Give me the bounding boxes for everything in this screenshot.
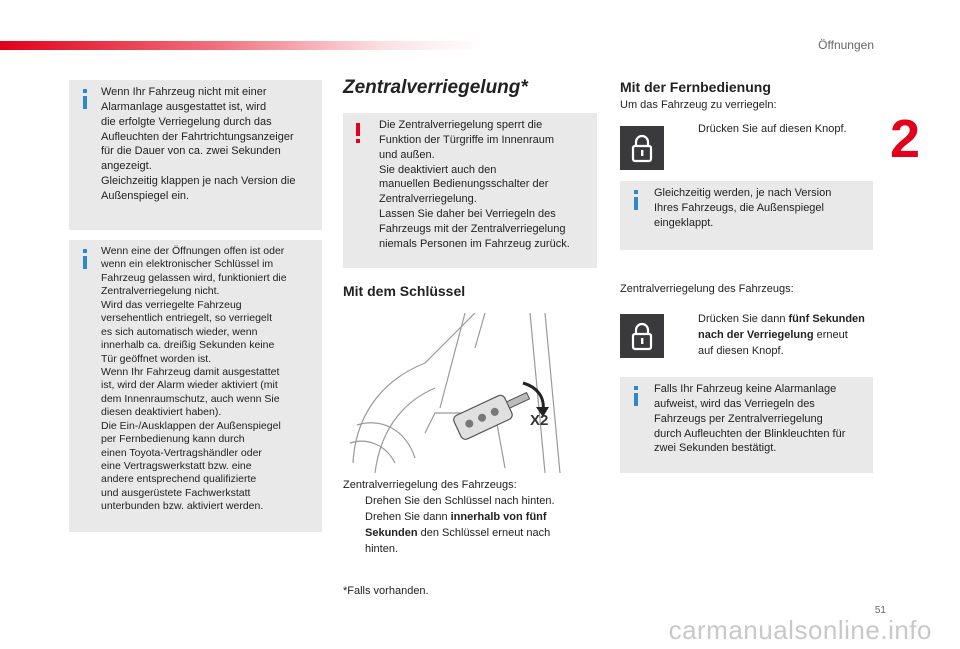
remote-heading: Mit der Fernbedienung: [620, 79, 771, 95]
warning-box-text: Die Zentralverriegelung sperrt die Funktion der Türgriffe im Innenraum und außen. Sie deaktiviert auch den manuellen Bedienungsschalter der Zentralverriegelung. Lassen Sie daher bei Verriegeln des Fahrzeugs mit der Zentralverriegelung niemals Personen im Fahrzeug zurück.: [379, 119, 570, 250]
car-door-key-drawing: [345, 313, 595, 473]
info-icon: [83, 89, 87, 109]
info-box-openings: [69, 240, 322, 532]
lock-button-icon: [620, 126, 664, 170]
info-icon: [634, 190, 638, 210]
info-box-text: Wenn Ihr Fahrzeug nicht mit einer Alarmanlage ausgestattet ist, wird die erfolgte Verriegelung durch das Aufleuchten der Fahrtrichtungsanzeiger für die Dauer von ca. zwei Sekunden angezeigt. Gleichzeitig klappen je nach Version die Außenspiegel ein.: [101, 86, 296, 202]
key-illustration: [345, 313, 595, 473]
key-intro: Zentralverriegelung des Fahrzeugs:: [343, 479, 517, 491]
key-heading: Mit dem Schlüssel: [343, 283, 466, 299]
info-box-no-alarm: [620, 377, 873, 473]
page-number: 51: [874, 605, 886, 616]
info-box-text: Falls Ihr Fahrzeug keine Alarmanlage aufweist, wird das Verriegeln des Fahrzeugs per Zentralverriegelung durch Aufleuchten der Blinkleuchten für zwei Sekunden bestätigt.: [654, 383, 846, 455]
info-box-alarm: [69, 80, 322, 230]
section-title: Öffnungen: [818, 38, 874, 52]
warning-icon: [356, 123, 360, 143]
turn-count-label: X2: [530, 412, 549, 429]
chapter-number: 2: [889, 109, 920, 169]
page-title: Zentralverriegelung*: [343, 77, 528, 98]
info-icon: [83, 249, 87, 269]
lock-button-icon: [620, 314, 664, 358]
warning-box: [343, 113, 597, 268]
header-accent-bar: [0, 41, 480, 50]
info-box-mirrors: [620, 181, 873, 250]
watermark: carmanualsonline.info: [668, 615, 932, 645]
remote-intro: Um das Fahrzeug zu verriegeln:: [620, 99, 777, 111]
info-icon: [634, 386, 638, 406]
footnote: *Falls vorhanden.: [343, 585, 429, 597]
info-box-text: Wenn eine der Öffnungen offen ist oder wenn ein elektronischer Schlüssel im Fahrzeug gelassen wird, funktioniert die Zentralverriegelung nicht. Wird das verriegelte Fahrzeug versehentlich entriegelt, so verriegelt es sich automatisch wieder, wenn innerhalb ca. dreißig Sekunden keine Tür geöffnet worden ist. Wenn Ihr Fahrzeug damit ausgestattet ist, wird der Alarm wieder aktiviert (mit dem Innenraumschutz, auch wenn Sie diesen deaktiviert haben). Die Ein-/Ausklappen der Außenspiegel per Fernbedienung kann durch einen Toyota-Vertragshändler oder eine Vertragswerkstatt bzw. eine andere entsprechend qualifizierte und ausgerüstete Fachwerkstatt unterbunden bzw. aktiviert werden.: [101, 245, 287, 513]
central-intro: Zentralverriegelung des Fahrzeugs:: [620, 283, 794, 295]
info-box-text: Gleichzeitig werden, je nach Version Ihres Fahrzeugs, die Außenspiegel eingeklappt.: [654, 187, 832, 229]
